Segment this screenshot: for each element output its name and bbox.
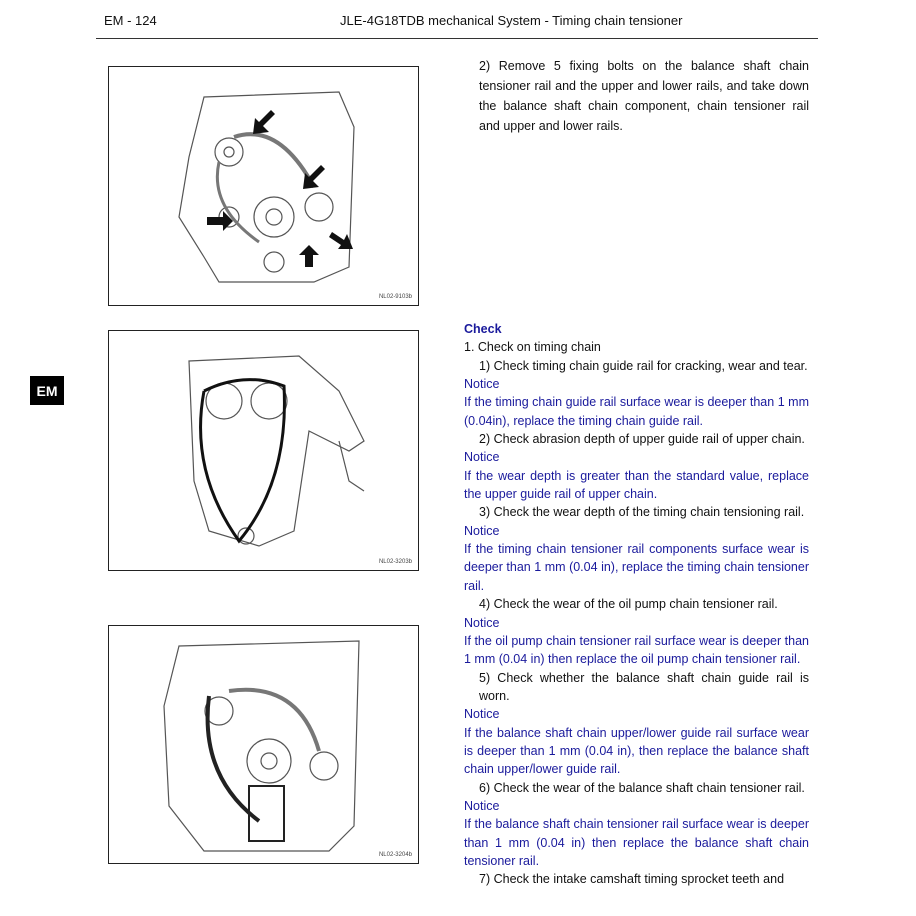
notice-text: If the oil pump chain tensioner rail surface wear is deeper than 1 mm (0.04 in) then replace the oil pump chain tensioner rail. (464, 633, 809, 667)
header-rule (96, 38, 818, 39)
step-remove-bolts: 2) Remove 5 fixing bolts on the balance shaft chain tensioner rail and the upper and lower rails, and take down the balance shaft chain component, chain tensioner rail and upper and lower rails. (479, 59, 809, 133)
figure-bolt-locations (108, 66, 419, 306)
notice-text: If the timing chain guide rail surface wear is deeper than 1 mm (0.04in), replace the timing chain guide rail. (464, 395, 809, 428)
step-3: 3) Check the wear depth of the timing chain tensioning rail. (479, 505, 805, 520)
notice-label: Notice (464, 377, 500, 392)
engine-illustration (109, 626, 418, 863)
notice-text: If the balance shaft chain tensioner rail surface wear is deeper than 1 mm (0.04 in) then replace the balance shaft chain tensioner rail. (464, 817, 809, 868)
section-tab: EM (30, 376, 64, 405)
check-heading: Check (464, 322, 502, 336)
notice-text: If the balance shaft chain upper/lower guide rail surface wear is deeper than 1 mm (0.04 in), then replace the balance shaft chain upper/lower guide rail. (464, 725, 809, 777)
notice-label: Notice (464, 798, 500, 813)
step-5: 5) Check whether the balance shaft chain guide rail is worn. (479, 670, 809, 703)
notice-label: Notice (464, 523, 500, 538)
engine-illustration (109, 331, 418, 570)
figure-balance-shaft (108, 625, 419, 864)
check-item-1: 1. Check on timing chain (464, 340, 601, 355)
figure-label: NL02-9103b (378, 294, 412, 300)
step-2: 2) Check abrasion depth of upper guide rail of upper chain. (479, 432, 805, 447)
page-number: EM - 124 (104, 13, 157, 28)
check-section (464, 320, 809, 889)
step-6: 6) Check the wear of the balance shaft chain tensioner rail. (479, 780, 805, 795)
figure-label: NL02-3203b (378, 559, 412, 565)
figure-label: NL02-3204b (378, 852, 412, 858)
step-1: 1) Check timing chain guide rail for cracking, wear and tear. (479, 358, 808, 373)
notice-label: Notice (464, 707, 500, 722)
step-7: 7) Check the intake camshaft timing sprocket teeth and (479, 872, 785, 887)
notice-label: Notice (464, 615, 500, 630)
notice-text: If the timing chain tensioner rail components surface wear is deeper than 1 mm (0.04 in), replace the timing chain tensioner rail. (464, 542, 809, 593)
step-4: 4) Check the wear of the oil pump chain tensioner rail. (479, 597, 778, 612)
notice-text: If the wear depth is greater than the standard value, replace the upper guide rail of upper chain. (464, 468, 809, 502)
notice-label: Notice (464, 450, 500, 465)
engine-illustration (109, 67, 418, 305)
figure-timing-chain (108, 330, 419, 571)
page-title: JLE-4G18TDB mechanical System - Timing chain tensioner (340, 13, 683, 28)
